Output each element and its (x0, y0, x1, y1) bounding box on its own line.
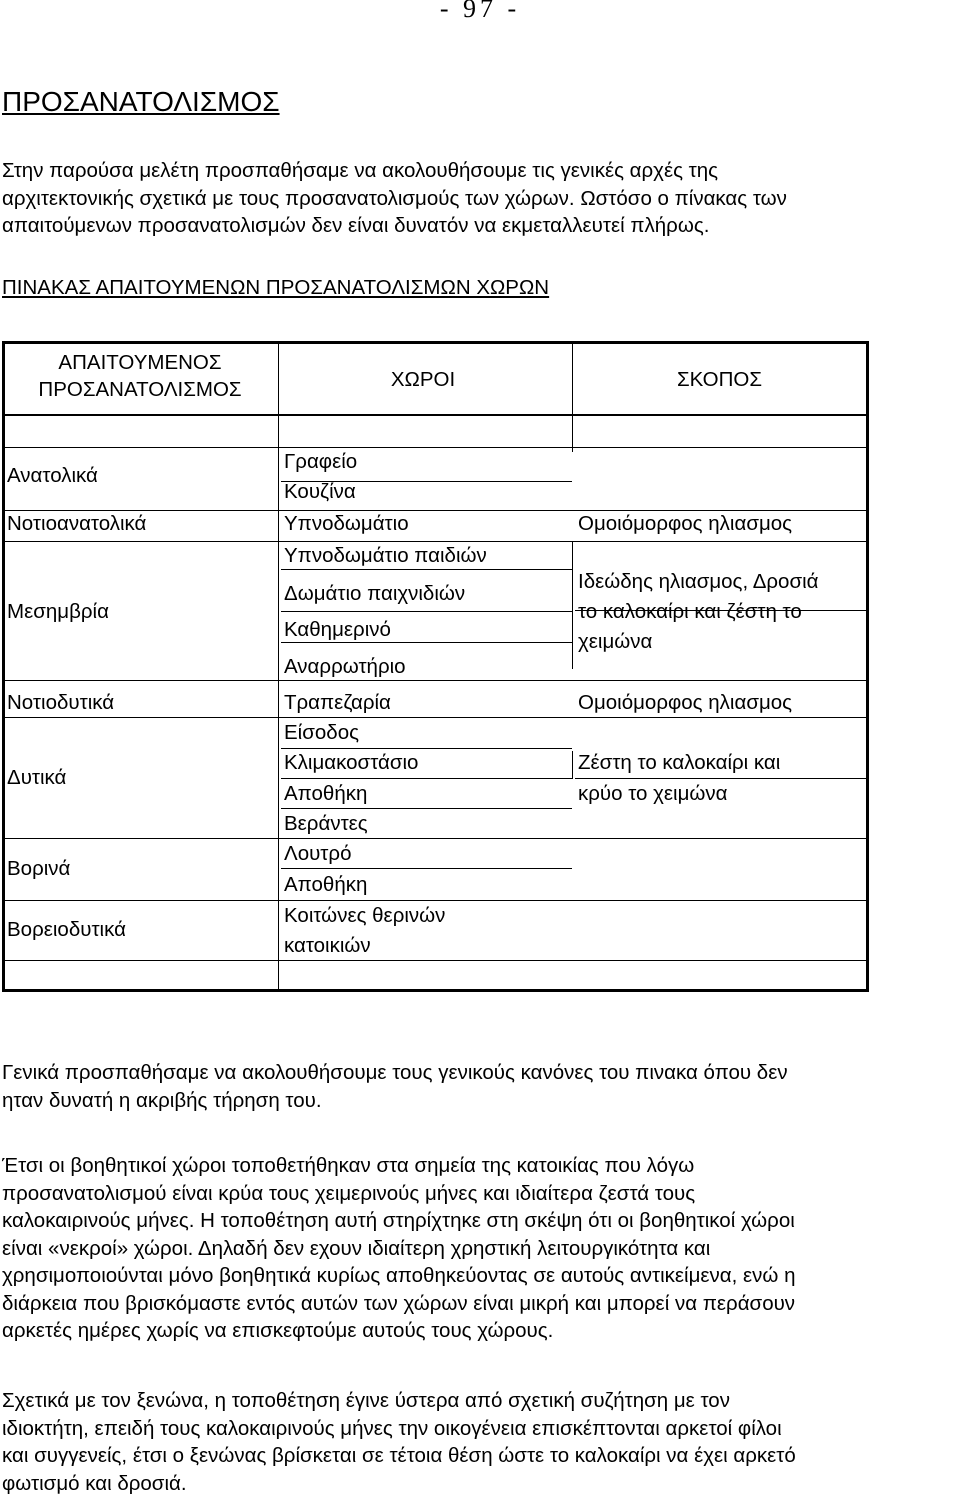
row-divider (281, 808, 572, 809)
purpose-ideal: χειμώνα (578, 630, 653, 653)
space-verandas: Βεράντες (284, 812, 368, 835)
row-divider (5, 717, 866, 718)
text-line: Σχετικά με τον ξενώνα, η τοποθέτηση έγινε ύστερα από σχετική συζήτηση με τον (2, 1389, 730, 1412)
paragraph (2, 1059, 788, 1114)
row-divider (5, 414, 866, 416)
text-line: απαιτούμενων προσανατολισμών δεν είναι δυνατόν να εκμεταλλευτεί πλήρως. (2, 214, 710, 237)
row-divider (5, 447, 866, 448)
row-divider (281, 748, 572, 749)
purpose-ideal: το καλοκαίρι και ζέστη το (578, 600, 802, 623)
column-divider (572, 541, 573, 669)
space-storage: Αποθήκη (284, 873, 368, 896)
header-orientation-line: ΑΠΑΙΤΟΥΜΕΝΟΣ (58, 351, 222, 374)
orientation-north: Βορινά (7, 857, 71, 880)
paragraph (2, 1387, 796, 1497)
space-living-room: Καθημερινό (284, 618, 391, 641)
text-line: ιδιοκτήτη, επειδή τους καλοκαιρινούς μήνες την οικογένεια επισκέπτονται αρκετοί φίλοι (2, 1416, 782, 1440)
space-kitchen: Κουζίνα (284, 480, 356, 503)
space-playroom: Δωμάτιο παιχνιδιών (284, 582, 466, 605)
space-staircase: Κλιμακοστάσιο (284, 751, 419, 774)
purpose-uniform-sun: Ομοιόμορφος ηλιασμος (578, 691, 793, 714)
row-divider (5, 510, 866, 511)
purpose-uniform-sun: Ομοιόμορφος ηλιασμος (578, 512, 793, 535)
orientation-northwest: Βορειοδυτικά (7, 918, 126, 941)
text-line: αρκετές ημέρες χωρίς να επισκεφτούμε αυτούς τους χώρους. (2, 1319, 554, 1342)
space-summer-bedrooms: κατοικιών (284, 934, 371, 957)
column-divider (278, 344, 279, 989)
row-divider (575, 778, 866, 779)
paragraph (2, 1152, 796, 1345)
space-entrance: Είσοδος (284, 721, 359, 744)
text-line: είναι «νεκροί» χώροι. Δηλαδή δεν εχουν ιδιαίτερη χρηστική λειτουργικότητα και (2, 1236, 711, 1260)
page-title: ΠΡΟΣΑΝΑΤΟΛΙΣΜΟΣ (2, 86, 280, 117)
page-number: - 97 - (439, 0, 521, 23)
purpose-warm: κρύο το χειμώνα (578, 782, 728, 805)
text-line: διάρκεια που βρισκόμαστε εντός αυτών των χώρων είναι μικρή και μπορεί να περάσουν (2, 1291, 796, 1315)
space-summer-bedrooms: Κοιτώνες θερινών (284, 904, 446, 927)
space-storage: Αποθήκη (284, 782, 368, 805)
row-divider (5, 838, 866, 839)
space-bathroom: Λουτρό (284, 842, 352, 865)
row-divider (5, 541, 866, 542)
space-office: Γραφείο (284, 450, 358, 473)
purpose-warm: Ζέστη το καλοκαίρι και (578, 751, 781, 774)
header-purpose: ΣΚΟΠΟΣ (676, 368, 763, 391)
table-title: ΠΙΝΑΚΑΣ ΑΠΑΙΤΟΥΜΕΝΩΝ ΠΡΟΣΑΝΑΤΟΛΙΣΜΩΝ ΧΩΡΩΝ (2, 276, 550, 299)
orientation-east: Ανατολικά (7, 464, 98, 487)
orientation-southeast: Νοτιοανατολικά (7, 512, 147, 535)
space-dining-room: Τραπεζαρία (284, 691, 391, 714)
text-line: Γενικά προσπαθήσαμε να ακολουθήσουμε τους γενικούς κανόνες του πινακα όπου δεν (2, 1061, 788, 1084)
row-divider (281, 778, 572, 779)
header-orientation (5, 349, 275, 403)
text-line: Στην παρούσα μελέτη προσπαθήσαμε να ακολουθήσουμε τις γενικές αρχές της (2, 159, 719, 182)
row-divider (5, 960, 866, 961)
row-divider (281, 868, 572, 869)
column-divider (572, 751, 573, 779)
orientation-southwest: Νοτιοδυτικά (7, 691, 115, 714)
text-line: φωτισμό και δροσιά. (2, 1471, 187, 1495)
text-line: αρχιτεκτονικής σχετικά με τους προσανατολισμούς των χώρων. Ωστόσο ο πίνακας των (2, 186, 787, 210)
row-divider (5, 680, 866, 681)
text-line: και συγγενείς, έτσι ο ξενώνας βρίσκεται σε τέτοια θέση ώστε το καλοκαίρι να έχει αρκετό (2, 1444, 796, 1467)
text-line: καλοκαιρινούς μήνες. Η τοποθέτηση αυτή στηρίχτηκε στη σκέψη ότι οι βοηθητικοί χώροι (2, 1209, 795, 1232)
orientation-south: Μεσημβρία (7, 600, 109, 623)
orientation-west: Δυτικά (7, 766, 67, 789)
text-line: ηταν δυνατή η ακριβής τήρηση του. (2, 1088, 322, 1112)
header-spaces: ΧΩΡΟΙ (390, 368, 456, 391)
header-orientation-line: ΠΡΟΣΑΝΑΤΟΛΙΣΜΟΣ (38, 378, 242, 401)
text-line: Έτσι οι βοηθητικοί χώροι τοποθετήθηκαν στα σημεία της κατοικίας που λόγω (2, 1154, 695, 1177)
purpose-ideal: Ιδεώδης ηλιασμος, Δροσιά (578, 570, 819, 593)
row-divider (281, 611, 572, 612)
intro-paragraph (2, 157, 787, 240)
text-line: προσανατολισμού είναι κρύα τους χειμερινούς μήνες και ιδιαίτερα ζεστά τους (2, 1181, 696, 1205)
row-divider (5, 900, 866, 901)
row-divider (281, 569, 572, 570)
orientation-table (2, 341, 869, 992)
space-kids-bedroom: Υπνοδωμάτιο παιδιών (284, 544, 487, 567)
text-line: χρησιμοποιούνται μόνο βοηθητικά κυρίως αποθηκεύοντας σε αυτούς αντικείμενα, ενώ η (2, 1264, 796, 1287)
space-bedroom: Υπνοδωμάτιο (284, 512, 409, 535)
space-sick-room: Αναρρωτήριο (284, 655, 406, 678)
row-divider (281, 642, 572, 643)
